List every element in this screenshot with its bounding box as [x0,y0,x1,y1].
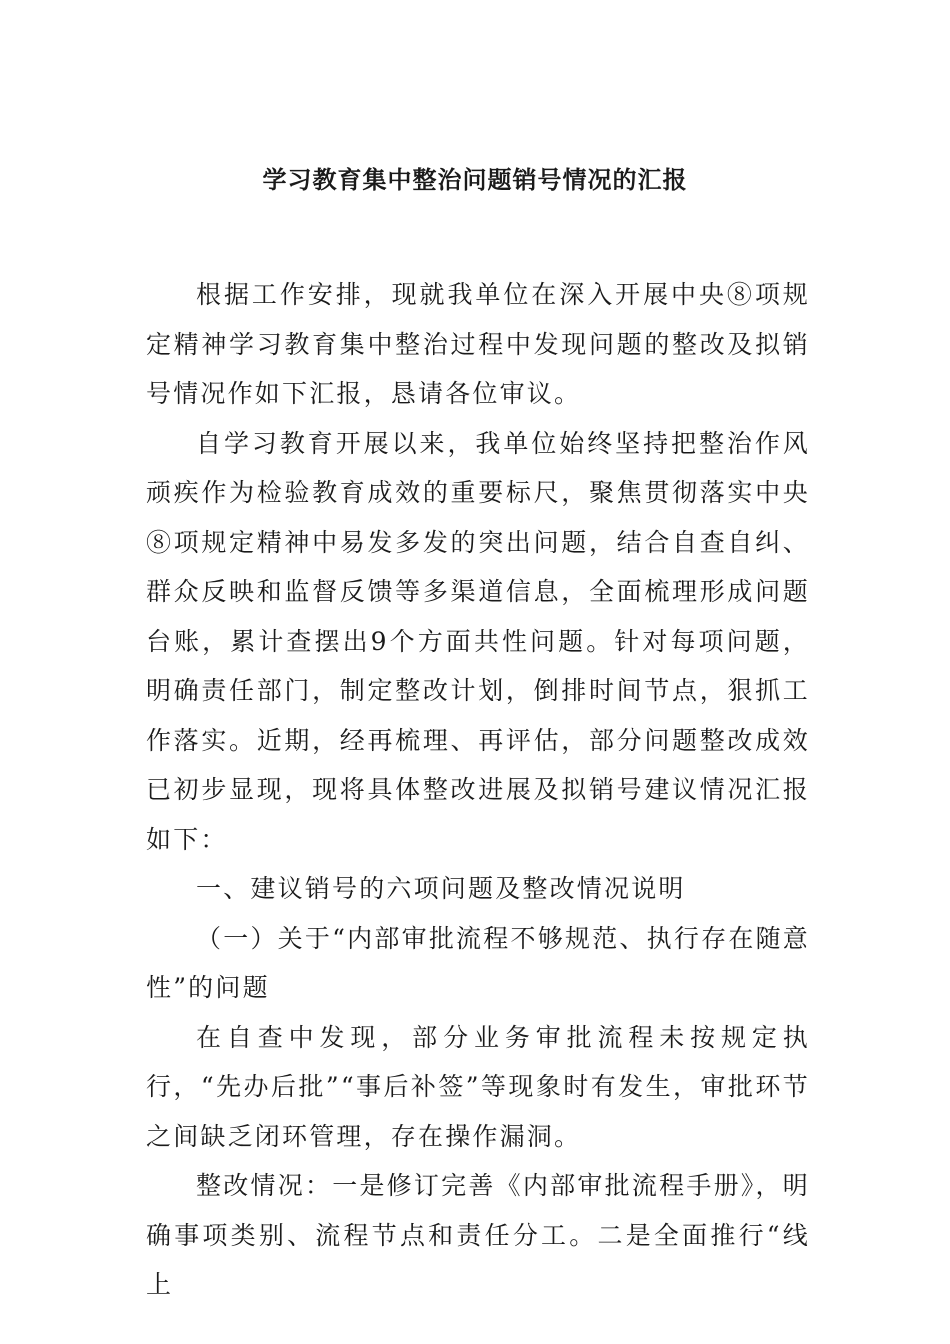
paragraph-intro: 根据工作安排，现就我单位在深入开展中央⑧项规定精神学习教育集中整治过程中发现问题的整改及拟销号情况作如下汇报，恳请各位审议。 [146,280,810,408]
paragraph-overview: 自学习教育开展以来，我单位始终坚持把整治作风顽疾作为检验教育成效的重要标尺，聚焦贯彻落实中央⑧项规定精神中易发多发的突出问题，结合自查自纠、群众反映和监督反馈等多渠道信息，全面梳理形成问题台账，累计查摆出9个方面共性问题。针对每项问题，明确责任部门，制定整改计划，倒排时间节点，狠抓工作落实。近期，经再梳理、再评估，部分问题整改成效已初步显现，现将具体整改进展及拟销号建议情况汇报如下： [146,428,810,854]
subsection-heading-1: （一）关于“内部审批流程不够规范、执行存在随意性”的问题 [146,923,810,1002]
paragraph-issue-description: 在自查中发现，部分业务审批流程未按规定执行，“先办后批”“事后补签”等现象时有发生，审批环节之间缺乏闭环管理，存在操作漏洞。 [146,1022,810,1151]
document-title: 学习教育集中整治问题销号情况的汇报 [262,166,688,194]
paragraph-rectification: 整改情况：一是修订完善《内部审批流程手册》，明确事项类别、流程节点和责任分工。二是全面推行“线上 [146,1171,810,1299]
section-heading-1: 一、建议销号的六项问题及整改情况说明 [196,874,686,903]
document-body [146,270,810,1310]
